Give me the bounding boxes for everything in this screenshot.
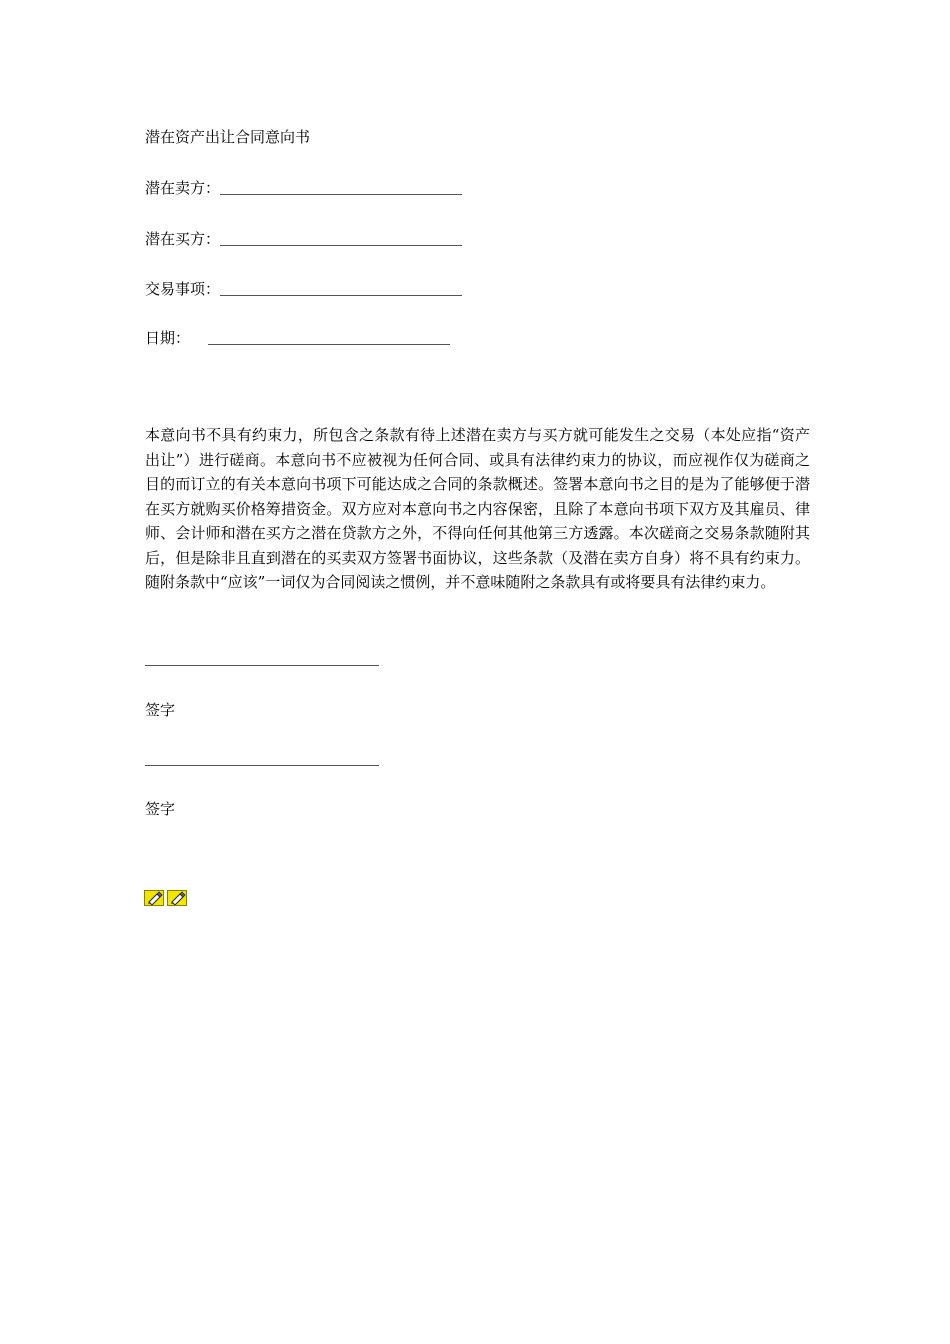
date-blank-line	[208, 330, 450, 345]
footer-icons	[144, 890, 187, 906]
transaction-label: 交易事项：	[145, 280, 221, 298]
signature-label-1: 签字	[145, 701, 176, 719]
signature-label-2: 签字	[145, 800, 176, 818]
date-field	[145, 326, 450, 348]
transaction-blank-line	[220, 281, 462, 296]
date-label: 日期：	[145, 329, 191, 347]
transaction-field	[145, 277, 462, 299]
seller-blank-line	[220, 180, 462, 195]
seller-field	[145, 176, 462, 198]
body-paragraph: 本意向书不具有约束力，所包含之条款有待上述潜在卖方与买方就可能发生之交易（本处应指“资产出让”）进行磋商。本意向书不应被视为任何合同、或具有法律约束力的协议，而应视作仅为磋商之目的而订立的有关本意向书项下可能达成之合同的条款概述。签署本意向书之目的是为了能够便于潜在买方就购买价格筹措资金。双方应对本意向书之内容保密，且除了本意向书项下双方及其雇员、律师、会计师和潜在买方之潜在贷款方之外，不得向任何其他第三方透露。本次磋商之交易条款随附其后，但是除非且直到潜在的买卖双方签署书面协议，这些条款（及潜在卖方自身）将不具有约束力。随附条款中“应该”一词仅为合同阅读之惯例，并不意味随附之条款具有或将要具有法律约束力。	[145, 426, 810, 591]
document-title: 潜在资产出让合同意向书	[145, 128, 311, 146]
seller-label: 潜在卖方：	[145, 179, 221, 197]
buyer-label: 潜在买方：	[145, 230, 221, 248]
pencil-icon[interactable]	[167, 890, 187, 906]
buyer-blank-line	[220, 231, 462, 246]
pencil-icon[interactable]	[144, 890, 164, 906]
signature-line-1	[145, 665, 379, 666]
buyer-field	[145, 227, 462, 249]
signature-line-2	[145, 765, 379, 766]
